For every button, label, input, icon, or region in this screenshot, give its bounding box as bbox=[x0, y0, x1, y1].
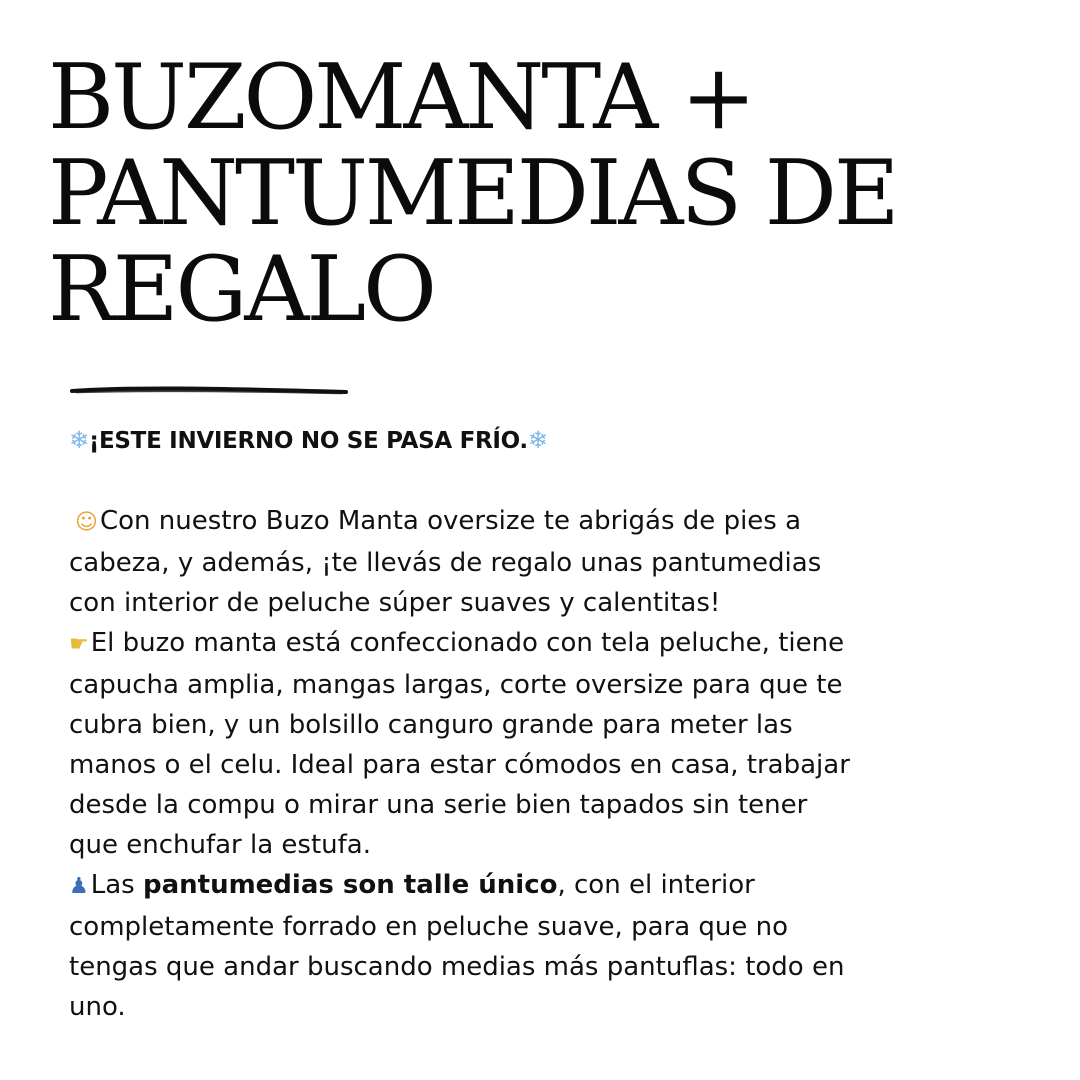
snowflake-icon: ❄ bbox=[527, 426, 548, 454]
title-line-2: PANTUMEDIAS DE bbox=[48, 141, 897, 246]
paragraph-3-line: uno. bbox=[69, 992, 126, 1022]
paragraph-2-line: ☛El buzo manta está confeccionado con tela peluche, tiene bbox=[69, 623, 969, 665]
paragraph-1-line: con interior de peluche súper suaves y calentitas! bbox=[69, 588, 721, 618]
paragraph-2-line: cubra bien, y un bolsillo canguro grande para meter las bbox=[69, 710, 793, 740]
paragraph-2-line: capucha amplia, mangas largas, corte oversize para que te bbox=[69, 670, 843, 700]
emphasis-text: pantumedias son talle único bbox=[142, 870, 558, 900]
brush-divider bbox=[70, 383, 348, 397]
paragraph-2-line: desde la compu o mirar una serie bien tapados sin tener bbox=[69, 790, 808, 820]
socks-icon: ♟ bbox=[69, 874, 89, 899]
title-line-3: REGALO bbox=[48, 237, 434, 342]
paragraph-1-line: cabeza, y además, ¡te llevás de regalo unas pantumedias bbox=[69, 548, 822, 578]
paragraph-3-line: ♟Las pantumedias son talle único, con el interior bbox=[69, 865, 969, 907]
description bbox=[69, 420, 969, 1027]
spacer bbox=[69, 461, 969, 501]
paragraph-2-line: que enchufar la estufa. bbox=[69, 830, 371, 860]
winking-face-icon: ☺ bbox=[75, 510, 98, 535]
headline bbox=[69, 420, 969, 461]
paragraph-3-line: completamente forrado en peluche suave, para que no bbox=[69, 912, 789, 942]
snowflake-icon: ❄ bbox=[69, 426, 89, 454]
paragraph-1-line: ☺Con nuestro Buzo Manta oversize te abrigás de pies a bbox=[69, 501, 969, 543]
title-line-1: BUZOMANTA + bbox=[48, 45, 754, 150]
paragraph-3-line: tengas que andar buscando medias más pantuflas: todo en bbox=[69, 952, 845, 982]
pointing-hand-icon: ☛ bbox=[69, 632, 89, 657]
page-title bbox=[48, 45, 1048, 342]
headline-text: ¡ESTE INVIERNO NO SE PASA FRÍO. bbox=[88, 428, 528, 454]
paragraph-2-line: manos o el celu. Ideal para estar cómodos en casa, trabajar bbox=[69, 750, 850, 780]
